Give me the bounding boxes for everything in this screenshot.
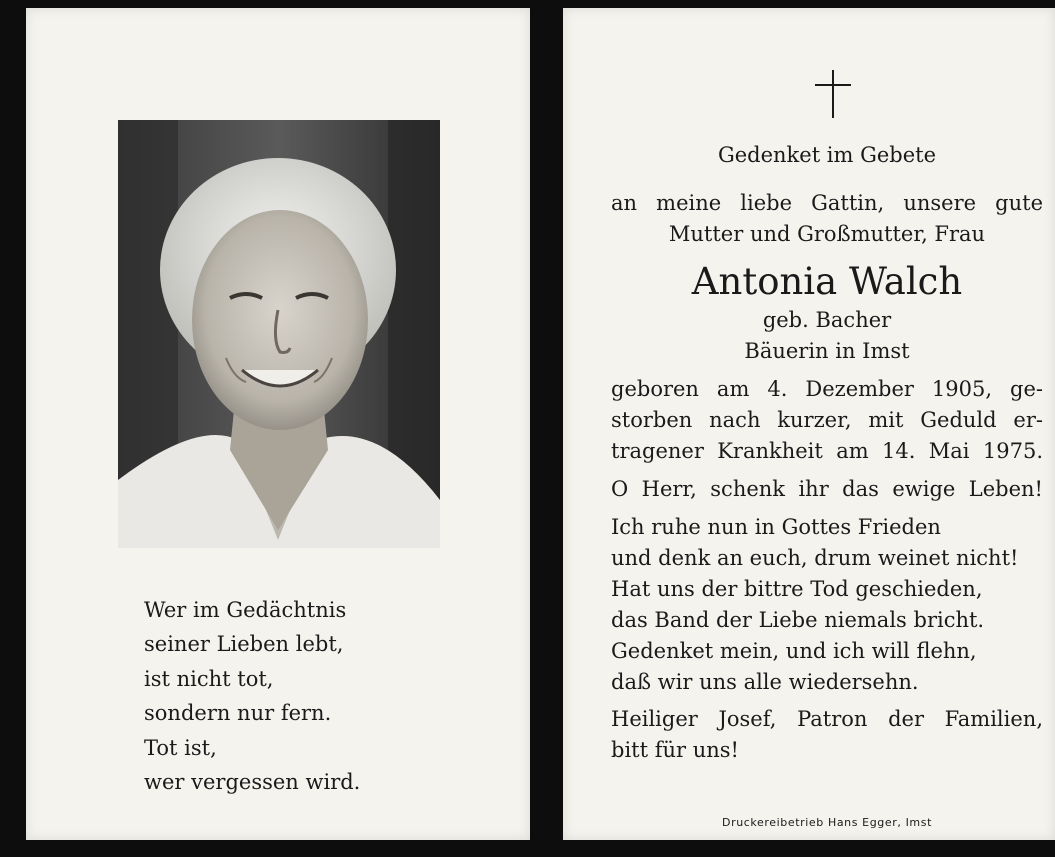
poem-line: Wer im Gedächtnis — [144, 598, 347, 622]
printer-credit: Druckereibetrieb Hans Egger, Imst — [722, 816, 932, 829]
verse-line: Hat uns der bittre Tod geschieden, — [611, 577, 983, 601]
occupation: Bäuerin in Imst — [744, 339, 910, 363]
poem-line: wer vergessen wird. — [144, 770, 361, 795]
cross-horizontal — [815, 84, 851, 86]
dates-line: geboren am 4. Dezember 1905, ge- — [611, 377, 1043, 401]
heading: Gedenket im Gebete — [717, 143, 937, 167]
left-card — [26, 8, 530, 840]
closing-line: bitt für uns! — [611, 738, 739, 762]
portrait-photo-graphic — [118, 120, 440, 548]
poem-line: ist nicht tot, — [144, 666, 274, 691]
prayer-line: O Herr, schenk ihr das ewige Leben! — [611, 477, 1043, 501]
verse-line: Gedenket mein, und ich will flehn, — [611, 639, 977, 663]
intro-line: an meine liebe Gattin, unsere gute — [611, 191, 1043, 215]
right-card — [563, 8, 1055, 840]
verse-line: Ich ruhe nun in Gottes Frieden — [611, 515, 941, 539]
cross-vertical — [832, 70, 834, 118]
portrait-photo — [118, 120, 440, 548]
poem-line: sondern nur fern. — [144, 701, 332, 726]
verse-line: daß wir uns alle wiedersehn. — [611, 670, 919, 694]
verse-line: das Band der Liebe niemals bricht. — [611, 608, 985, 632]
intro-line: Mutter und Großmutter, Frau — [668, 222, 986, 246]
deceased-name: Antonia Walch — [691, 260, 963, 303]
dates-line: storben nach kurzer, mit Geduld er- — [611, 408, 1043, 432]
maiden-name: geb. Bacher — [762, 308, 892, 332]
poem-line: Tot ist, — [144, 735, 217, 760]
memorial-poem — [144, 593, 504, 799]
verse-line: und denk an euch, drum weinet nicht! — [611, 546, 1019, 570]
poem-line: seiner Lieben lebt, — [144, 632, 344, 657]
cross-icon — [815, 70, 851, 118]
dates-line: tragener Krankheit am 14. Mai 1975. — [611, 439, 1043, 463]
closing-line: Heiliger Josef, Patron der Familien, — [611, 707, 1043, 731]
